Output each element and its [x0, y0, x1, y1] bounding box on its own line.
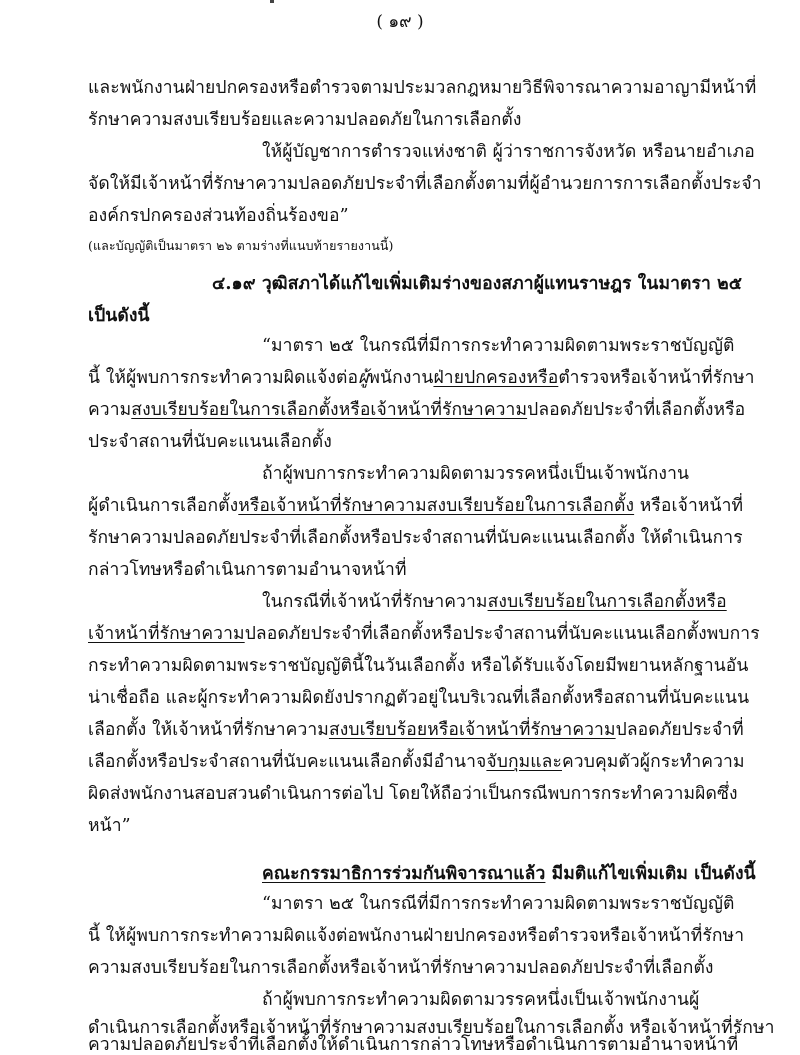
strikethrough-insert: ผู้: [358, 368, 369, 388]
underlined-segment: สงบเรียบร้อยในการเลือกตั้งหรือ: [487, 592, 727, 612]
segment: ปลอดภัยประจำที่เลือกตั้งหรือ: [527, 400, 746, 420]
text-line-5: องค์กรปกครองส่วนท้องถิ่นร้องขอ”: [88, 206, 349, 226]
text-line-22: [88, 750, 745, 774]
segment: หรือเจ้าหน้าที่: [634, 496, 744, 516]
segment: เลือกตั้ง ให้เจ้าหน้าที่รักษาความ: [88, 720, 329, 740]
segment: พนักงาน: [368, 368, 434, 388]
text-line-26: “มาตรา ๒๕ ในกรณีที่มีการกระทำความผิดตามพระราชบัญญัติ: [262, 894, 735, 914]
underlined-segment: จับกุมและ: [486, 752, 562, 772]
segment: เลือกตั้งหรือประจำสถานที่นับคะแนนเลือกตั้งมีอำนาจ: [88, 752, 487, 772]
text-line-19: กระทำความผิดตามพระราชบัญญัตินี้ในวันเลือกตั้ง หรือได้รับแจ้งโดยมีพยานหลักฐานอัน: [88, 656, 749, 676]
underlined-segment: คณะกรรมาธิการร่วมกันพิจารณาแล้ว: [262, 864, 546, 884]
text-line-10: [88, 366, 755, 390]
underlined-segment: สงบเรียบร้อยหรือเจ้าหน้าที่รักษาความ: [328, 720, 616, 740]
text-line-11: [88, 398, 745, 422]
text-line-17: [262, 590, 727, 614]
text-line-16: กล่าวโทษหรือดำเนินการตามอำนาจหน้าที่: [88, 560, 407, 580]
segment: ความ: [88, 400, 132, 420]
underlined-segment: ฝ่ายปกครองหรือ: [433, 368, 559, 388]
text-line-12: ประจำสถานที่นับคะแนนเลือกตั้ง: [88, 432, 332, 452]
segment: ตำรวจหรือเจ้าหน้าที่รักษา: [558, 368, 755, 388]
segment: มีมติแก้ไขเพิ่มเติม เป็นดังนี้: [545, 864, 756, 884]
committee-heading: [262, 862, 756, 886]
text-line-13: ถ้าผู้พบการกระทำความผิดตามวรรคหนึ่งเป็นเจ้าพนักงาน: [262, 464, 690, 484]
text-line-24: หน้า”: [88, 816, 131, 836]
text-line-27: นี้ ให้ผู้พบการกระทำความผิดแจ้งต่อพนักงานฝ่ายปกครองหรือตำรวจหรือเจ้าหน้าที่รักษา: [88, 926, 745, 946]
segment: ผู้ดำเนินการเลือกตั้ง: [88, 496, 239, 516]
text-line-30: ดำเนินการเลือกตั้งหรือเจ้าหน้าที่รักษาความสงบเรียบร้อยในการเลือกตั้ง หรือเจ้าหน้าที่รักษา: [88, 1018, 775, 1038]
text-line-14: [88, 494, 743, 518]
segment: ควบคุมตัวผู้กระทำความ: [562, 752, 745, 772]
text-line-15: รักษาความปลอดภัยประจำที่เลือกตั้งหรือประจำสถานที่นับคะแนนเลือกตั้ง ให้ดำเนินการ: [88, 528, 743, 548]
text-line-31: ความปลอดภัยประจำที่เลือกตั้งให้ดำเนินการกล่าวโทษหรือดำเนินการตามอำนาจหน้าที่: [88, 1035, 739, 1055]
text-line-6: (และบัญญัติเป็นมาตรา ๒๖ ตามร่างที่แนบท้ายรายงานนี้): [88, 238, 394, 253]
top-edge-mark: [270, 0, 274, 3]
underlined-segment: เจ้าหน้าที่รักษาความ: [88, 624, 245, 644]
text-line-21: [88, 718, 744, 742]
text-line-4: จัดให้มีเจ้าหน้าที่รักษาความปลอดภัยประจำที่เลือกตั้งตามที่ผู้อำนวยการการเลือกตั้งประจำ: [88, 174, 762, 194]
text-line-29: ถ้าผู้พบการกระทำความผิดตามวรรคหนึ่งเป็นเจ้าพนักงานผู้: [262, 990, 700, 1010]
text-line-23: ผิดส่งพนักงานสอบสวนดำเนินการต่อไป โดยให้ถือว่าเป็นกรณีพบการกระทำความผิดซึ่ง: [88, 784, 738, 804]
text-line-28: ความสงบเรียบร้อยในการเลือกตั้งหรือเจ้าหน้าที่รักษาความปลอดภัยประจำที่เลือกตั้ง: [88, 958, 714, 978]
segment: ปลอดภัยประจำที่เลือกตั้งหรือประจำสถานที่นับคะแนนเลือกตั้งพบการ: [244, 624, 760, 644]
underlined-segment: สงบเรียบร้อยในการเลือกตั้งหรือเจ้าหน้าที่รักษาความ: [131, 400, 528, 420]
segment: ปลอดภัยประจำที่: [615, 720, 744, 740]
text-line-3: ให้ผู้บัญชาการตำรวจแห่งชาติ ผู้ว่าราชการจังหวัด หรือนายอำเภอ: [262, 142, 755, 162]
text-line-1: และพนักงานฝ่ายปกครองหรือตำรวจตามประมวลกฎหมายวิธีพิจารณาความอาญามีหน้าที่: [88, 78, 757, 98]
text-line-9: “มาตรา ๒๕ ในกรณีที่มีการกระทำความผิดตามพระราชบัญญัติ: [262, 336, 735, 356]
segment: นี้ ให้ผู้พบการกระทำความผิดแจ้งต่อ: [88, 368, 359, 388]
text-line-18: [88, 622, 760, 646]
page-number: ( ๑๙ ): [376, 12, 424, 32]
text-line-20: น่าเชื่อถือ และผู้กระทำความผิดยังปรากฏตัวอยู่ในบริเวณที่เลือกตั้งหรือสถานที่นับคะแนน: [88, 688, 750, 708]
section-heading-cont: เป็นดังนี้: [88, 306, 150, 326]
section-heading-4-19: ๔.๑๙ วุฒิสภาได้แก้ไขเพิ่มเติมร่างของสภาผู้แทนราษฎร ในมาตรา ๒๕: [212, 274, 743, 294]
segment: ในกรณีที่เจ้าหน้าที่รักษาความ: [262, 592, 488, 612]
text-line-2: รักษาความสงบเรียบร้อยและความปลอดภัยในการเลือกตั้ง: [88, 110, 522, 130]
underlined-segment: หรือเจ้าหน้าที่รักษาความสงบเรียบร้อยในการเลือกตั้ง: [238, 496, 635, 516]
